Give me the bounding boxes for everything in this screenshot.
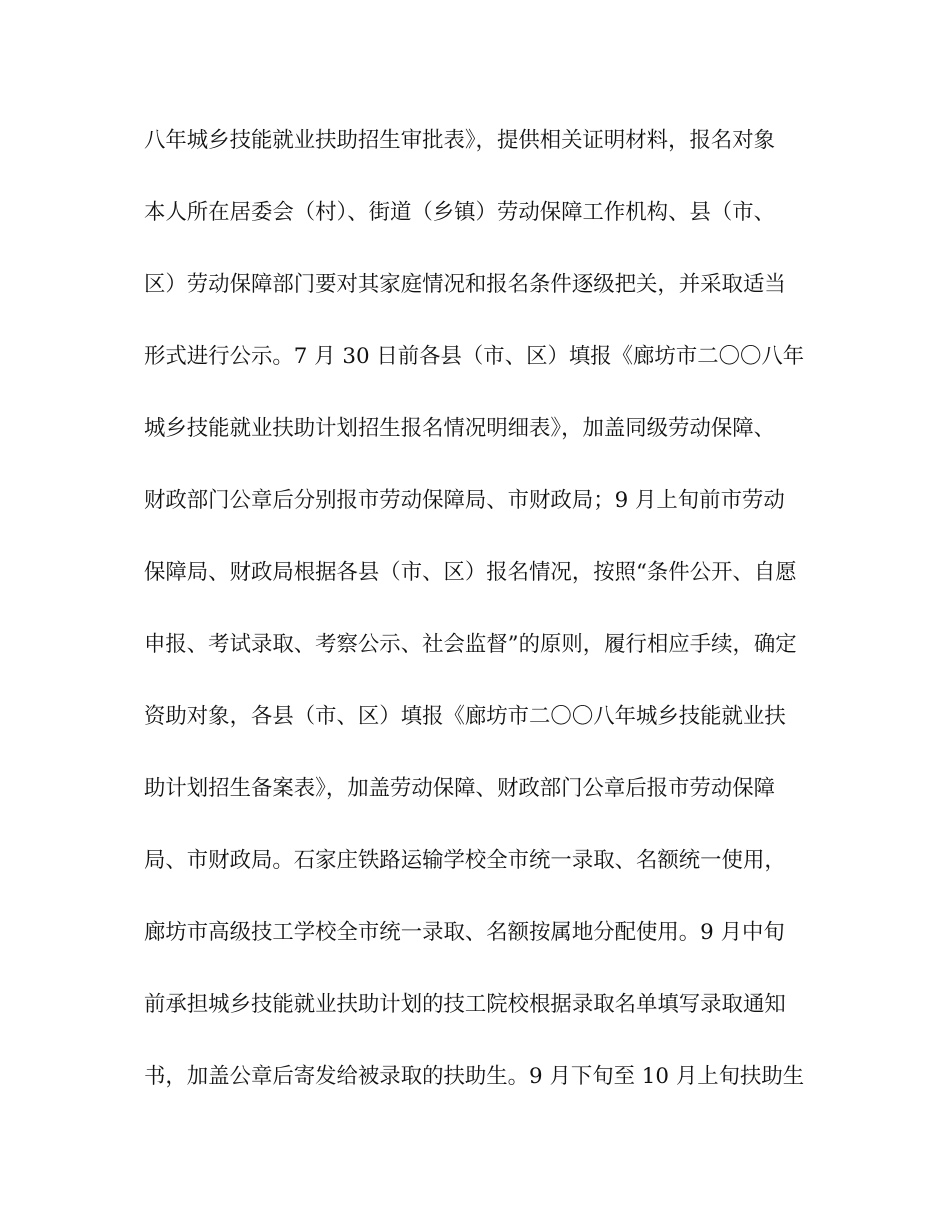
- text-line: 城乡技能就业扶助计划招生报名情况明细表》，加盖同级劳动保障、: [144, 416, 776, 441]
- text-line: 本人所在居委会（村）、街道（乡镇）劳动保障工作机构、县（市、: [144, 200, 776, 225]
- text-line: 财政部门公章后分别报市劳动保障局、市财政局；9 月上旬前市劳动: [144, 488, 785, 513]
- text-line: 资助对象，各县（市、区）填报《廊坊市二〇〇八年城乡技能就业扶: [144, 704, 786, 729]
- text-line: 保障局、财政局根据各县（市、区）报名情况，按照“条件公开、自愿: [144, 560, 797, 585]
- text-line: 区）劳动保障部门要对其家庭情况和报名条件逐级把关，并采取适当: [144, 272, 786, 297]
- text-line: 助计划招生备案表》，加盖劳动保障、财政部门公章后报市劳动保障: [144, 776, 776, 801]
- body-text: [144, 122, 824, 1130]
- text-line: 八年城乡技能就业扶助招生审批表》，提供相关证明材料，报名对象: [144, 128, 776, 153]
- text-line: 形式进行公示。7 月 30 日前各县（市、区）填报《廊坊市二〇〇八年: [144, 344, 805, 369]
- text-line: 申报、考试录取、考察公示、社会监督”的原则，履行相应手续，确定: [144, 632, 797, 657]
- text-line: 局、市财政局。石家庄铁路运输学校全市统一录取、名额统一使用，: [144, 848, 786, 873]
- text-line: 书，加盖公章后寄发给被录取的扶助生。9 月下旬至 10 月上旬扶助生: [144, 1064, 805, 1089]
- text-line: 廊坊市高级技工学校全市统一录取、名额按属地分配使用。9 月中旬: [144, 920, 785, 945]
- text-line: 前承担城乡技能就业扶助计划的技工院校根据录取名单填写录取通知: [144, 992, 786, 1017]
